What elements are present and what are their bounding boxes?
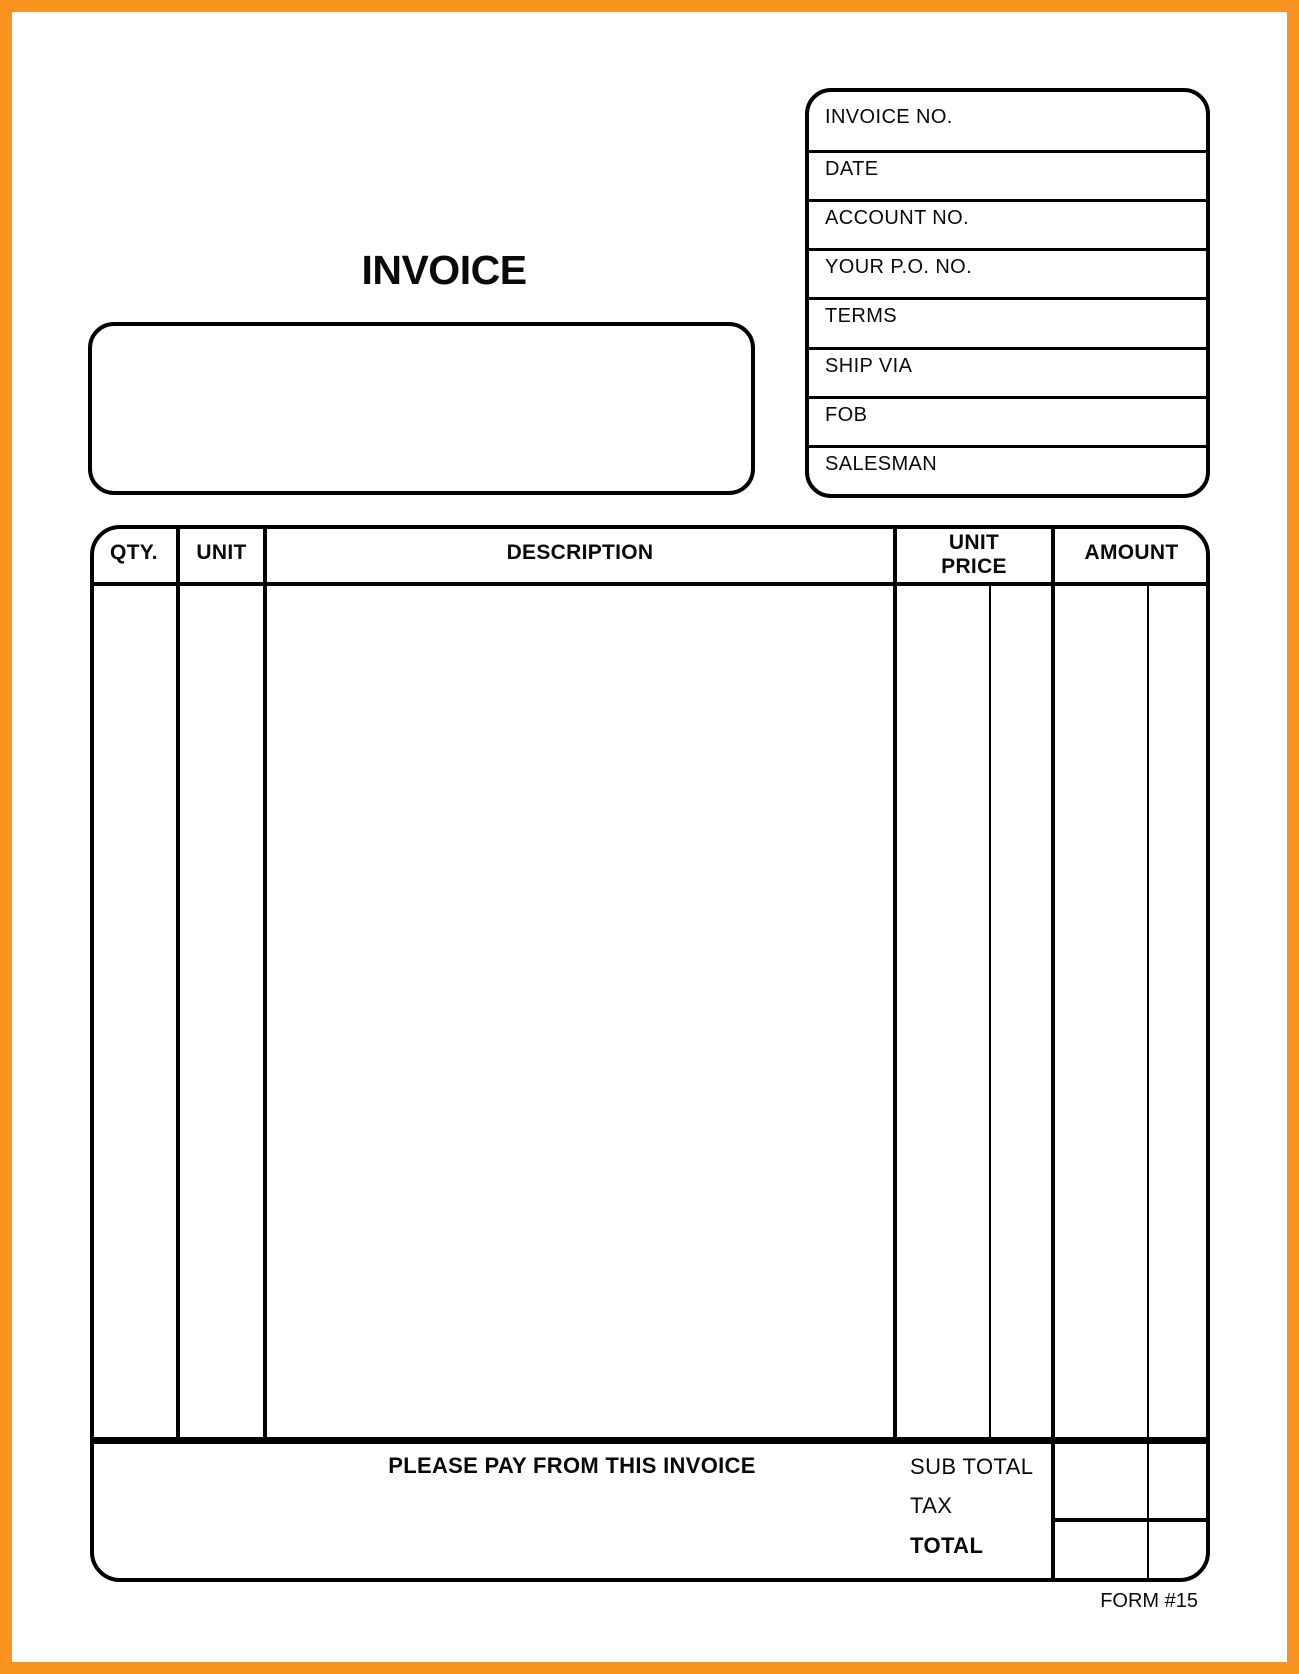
column-header-unit: UNIT: [196, 541, 247, 564]
customer-address-box[interactable]: [88, 322, 755, 495]
field-fob[interactable]: [809, 396, 1206, 445]
pay-message: PLEASE PAY FROM THIS INVOICE: [388, 1453, 756, 1478]
description-entry-area[interactable]: [267, 586, 893, 1437]
field-your-po-no[interactable]: [809, 248, 1206, 297]
field-ship-via-label: SHIP VIA: [825, 354, 913, 377]
field-terms-label: TERMS: [825, 305, 897, 328]
field-ship-via[interactable]: [809, 347, 1206, 396]
field-your-po-no-label: YOUR P.O. NO.: [825, 256, 973, 279]
field-fob-label: FOB: [825, 403, 868, 426]
field-terms[interactable]: [809, 297, 1206, 346]
tax-label: TAX: [910, 1493, 953, 1518]
field-date-label: DATE: [825, 158, 879, 180]
qty-entry-area[interactable]: [90, 586, 176, 1437]
amount-entry-area[interactable]: [1055, 586, 1210, 1437]
total-value-cell[interactable]: [1055, 1522, 1210, 1578]
column-header-unit-price: UNIT PRICE: [941, 531, 1007, 578]
unit-entry-area[interactable]: [180, 586, 263, 1437]
items-footer-separator-line: [90, 1437, 1210, 1444]
total-label: TOTAL: [910, 1533, 984, 1558]
sub-total-label: SUB TOTAL: [910, 1454, 1034, 1479]
items-table-inner: [90, 525, 1210, 1582]
column-header-amount: AMOUNT: [1084, 541, 1179, 564]
sub-total-value-cell[interactable]: [1055, 1444, 1210, 1481]
field-date[interactable]: [809, 150, 1206, 199]
field-salesman[interactable]: [809, 445, 1206, 494]
field-account-no[interactable]: [809, 199, 1206, 248]
field-salesman-label: SALESMAN: [825, 452, 938, 475]
field-account-no-label: ACCOUNT NO.: [825, 207, 970, 230]
unit-price-entry-area[interactable]: [897, 586, 1051, 1437]
field-invoice-no[interactable]: [809, 92, 1206, 150]
tax-value-cell[interactable]: [1055, 1481, 1210, 1518]
form-number: FORM #15: [1100, 1590, 1198, 1612]
field-invoice-no-label: INVOICE NO.: [825, 106, 953, 128]
invoice-header-fields-box: [805, 88, 1210, 498]
column-header-qty: QTY.: [110, 541, 158, 564]
column-header-description: DESCRIPTION: [506, 541, 654, 564]
page-title: INVOICE: [361, 247, 527, 293]
items-table: [90, 525, 1210, 1582]
